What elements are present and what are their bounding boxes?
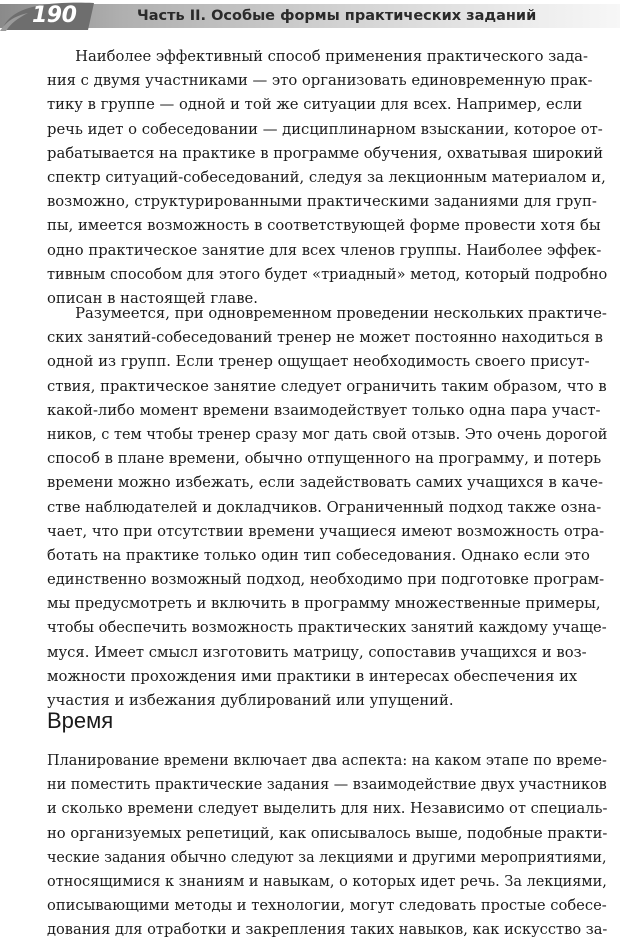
text-line: стве наблюдателей и докладчиков. Ограниченный подход также озна- [47, 497, 602, 516]
text-line: какой-либо момент времени взаимодействует только одна пара участ- [47, 400, 601, 419]
text-line: спектр ситуаций-собеседований, следуя за лекционным материалом и, [47, 167, 606, 186]
text-line: рабатывается на практике в программе обучения, охватывая широкий [47, 143, 604, 162]
text-line: ческие задания обычно следуют за лекциями и другими мероприятиями, [47, 847, 607, 866]
page-number: 190 [32, 3, 77, 28]
text-line: одной из групп. Если тренер ощущает необходимость своего присут- [47, 352, 590, 371]
text-line: муся. Имеет смысл изготовить матрицу, сопоставив учащихся и воз- [47, 642, 587, 661]
text-line: ских занятий-собеседований тренер не может постоянно находиться в [47, 328, 603, 347]
section-heading: Время [47, 708, 114, 733]
text-line: описывающими методы и технологии, могут следовать простые собесе- [47, 896, 607, 915]
text-line: относящимися к знаниям и навыкам, о которых идет речь. За лекциями, [47, 871, 607, 890]
text-line: мы предусмотреть и включить в программу множественные примеры, [47, 594, 601, 613]
paragraph-3 [47, 748, 620, 942]
text-line: описан в настоящей главе. [47, 288, 258, 307]
paragraph-2 [47, 301, 620, 712]
text-line: чтобы обеспечить возможность практических занятий каждому учаще- [47, 618, 607, 637]
paragraph-1 [47, 44, 620, 310]
text-line: возможно, структурированными практическими заданиями для груп- [47, 192, 597, 211]
text-line: ников, с тем чтобы тренер сразу мог дать свой отзыв. Это очень дорогой [47, 424, 608, 443]
text-line: времени можно избежать, если задействовать самих учащихся в каче- [47, 473, 603, 492]
page-header [0, 0, 620, 34]
text-line: Наиболее эффективный способ применения практического зада- [47, 47, 588, 65]
text-line: тику в группе — одной и той же ситуации для всех. Например, если [47, 95, 583, 114]
text-line: ния с двумя участниками — это организовать единовременную прак- [47, 71, 593, 90]
text-line: ни поместить практические задания — взаимодействие двух участников [47, 775, 607, 794]
running-title: Часть II. Особые формы практических заданий [137, 8, 537, 24]
text-line: способ в плане времени, обычно отпущенного на программу, и потерь [47, 449, 602, 468]
text-line: участия и избежания дублирований или упущений. [47, 691, 454, 709]
text-line: и сколько времени следует выделить для них. Независимо от специаль- [47, 799, 608, 818]
text-line: но организуемых репетиций, как описывалось выше, подобные практи- [47, 823, 608, 842]
text-line: ботать на практике только один тип собеседования. Однако если это [47, 545, 590, 564]
text-line: можности прохождения ими практики в интересах обеспечения их [47, 666, 578, 685]
text-line: речь идет о собеседовании — дисциплинарном взыскании, которое от- [47, 119, 603, 138]
text-line: одно практическое занятие для всех членов группы. Наиболее эффек- [47, 240, 602, 259]
text-line: Разумеется, при одновременном проведении нескольких практиче- [47, 304, 607, 322]
text-line: дования для отработки и закрепления таких навыков, как искусство за- [47, 920, 608, 939]
text-line: тивным способом для этого будет «триадный» метод, который подробно [47, 264, 608, 283]
text-line: единственно возможный подход, необходимо при подготовке програм- [47, 570, 605, 589]
text-line: ствия, практическое занятие следует ограничить таким образом, что в [47, 376, 607, 395]
text-line: Планирование времени включает два аспекта: на каком этапе по време- [47, 751, 607, 769]
text-line: пы, имеется возможность в соответствующей форме провести хотя бы [47, 216, 601, 235]
text-line: чает, что при отсутствии времени учащиеся имеют возможность отра- [47, 521, 605, 540]
